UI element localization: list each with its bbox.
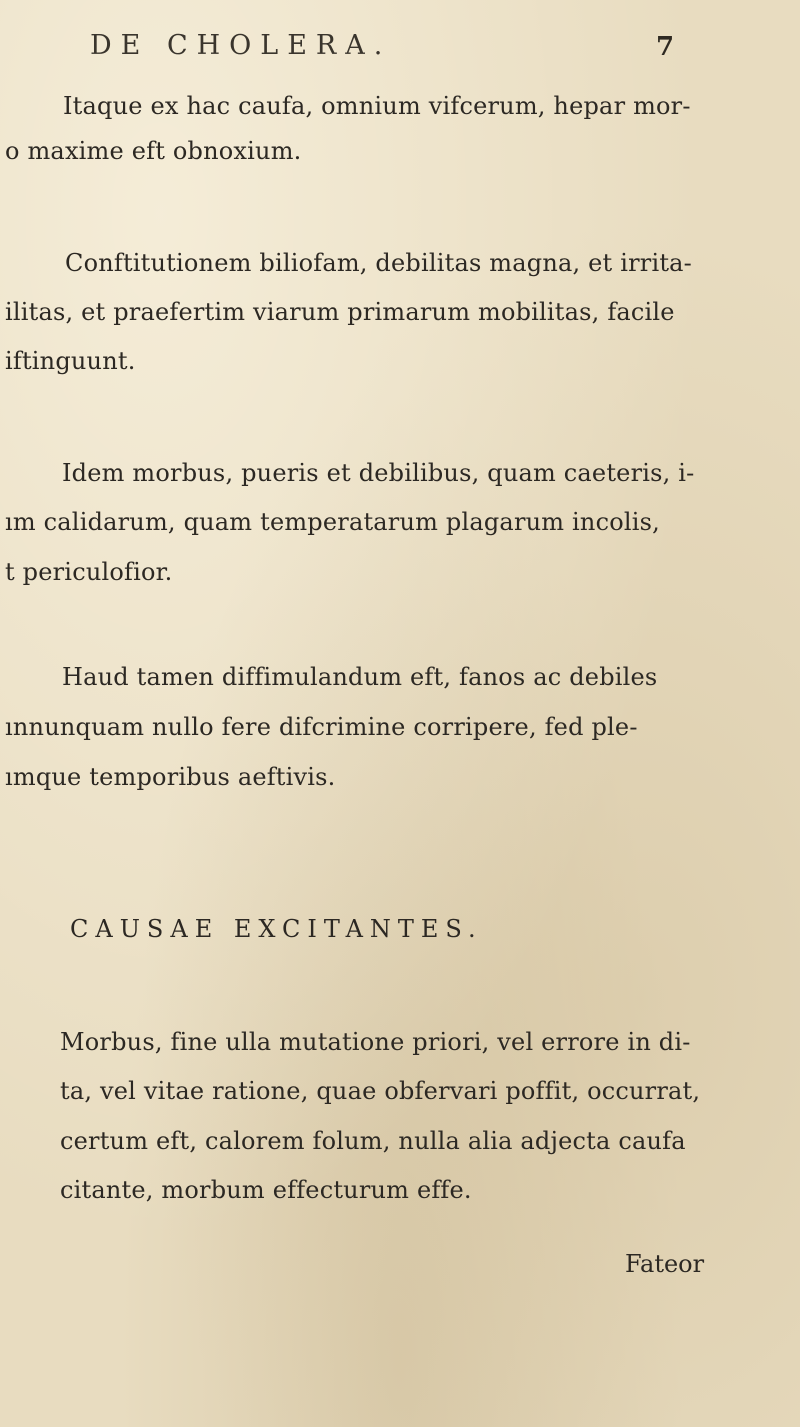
text-line: Haud tamen diffimulandum eft, fanos ac debiles — [62, 663, 658, 691]
page-number: 7 — [656, 32, 675, 62]
text-line: ınnunquam nullo fere difcrimine corripere, fed ple- — [5, 713, 638, 741]
section-heading: CAUSAE EXCITANTES. — [70, 915, 483, 943]
catchword: Fateor — [625, 1250, 705, 1278]
text-line: ımque temporibus aeftivis. — [5, 763, 336, 791]
text-line: Idem morbus, pueris et debilibus, quam caeteris, i- — [62, 459, 695, 487]
text-line: certum eft, calorem folum, nulla alia adjecta caufa — [60, 1127, 686, 1155]
text-line: iftinguunt. — [5, 347, 136, 375]
text-line: t periculofior. — [5, 558, 173, 586]
running-head — [90, 30, 710, 70]
text-line: ta, vel vitae ratione, quae obfervari poffit, occurrat, — [60, 1077, 701, 1105]
text-line: Morbus, fine ulla mutatione priori, vel errore in di- — [60, 1028, 691, 1056]
text-line: citante, morbum effecturum effe. — [60, 1176, 472, 1204]
text-line: o maxime eft obnoxium. — [5, 137, 302, 165]
text-line: ım calidarum, quam temperatarum plagarum incolis, — [5, 508, 660, 536]
text-line: Conftitutionem biliofam, debilitas magna, et irrita- — [65, 249, 692, 277]
text-line: ilitas, et praefertim viarum primarum mobilitas, facile — [5, 298, 675, 326]
running-title: DE CHOLERA. — [90, 30, 392, 61]
text-line: Itaque ex hac caufa, omnium vifcerum, hepar mor- — [63, 92, 691, 120]
